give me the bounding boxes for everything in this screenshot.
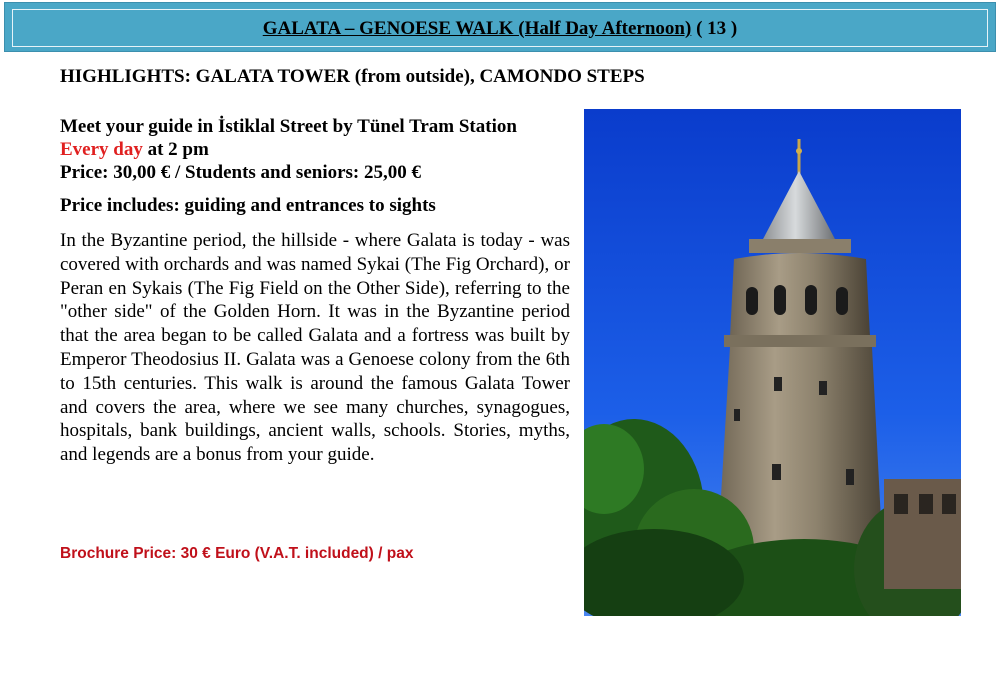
title-bar (4, 2, 996, 52)
meeting-schedule (60, 138, 517, 161)
page-title-main: GALATA – GENOESE WALK (Half Day Afternoon) (262, 18, 692, 39)
highlights-line: HIGHLIGHTS: GALATA TOWER (from outside), CAMONDO STEPS (60, 66, 645, 87)
meeting-location: Meet your guide in İstiklal Street by Tünel Tram Station (60, 116, 517, 137)
every-day-label: Every day (60, 139, 143, 160)
spire-ball (796, 148, 802, 154)
galata-tower-photo (584, 109, 961, 616)
price-line: Price: 30,00 € / Students and seniors: 25,00 € (60, 162, 421, 183)
page-title (13, 18, 987, 40)
upper-ring (749, 239, 851, 253)
meeting-info (60, 115, 517, 184)
page-title-number: ( 13 ) (691, 18, 738, 39)
side-building-windows (894, 494, 956, 514)
price-includes: Price includes: guiding and entrances to sights (60, 195, 436, 216)
description-paragraph: In the Byzantine period, the hillside - where Galata is today - was covered with orchards and was named Sykai (The Fig Orchard), or Peran en Sykais (The Fig Field on the Other Side), referring to the "other side" of the Golden Horn. It was in the Byzantine period that the area began to be called Galata and a fortress was built by Emperor Theodosius II. Galata was a Genoese colony from the 6th to 15th centuries. This walk is around the famous Galata Tower and covers the area, where we see many churches, synagogues, hospitals, bank buildings, ancient walls, schools. Stories, myths, and legends are a bonus from your guide. (60, 230, 570, 466)
title-inner-frame (12, 9, 988, 47)
balcony-ring (724, 335, 876, 347)
brochure-price: Brochure Price: 30 € Euro (V.A.T. included) / pax (60, 545, 414, 562)
meeting-time: at 2 pm (142, 139, 209, 160)
tower-illustration (584, 109, 961, 616)
